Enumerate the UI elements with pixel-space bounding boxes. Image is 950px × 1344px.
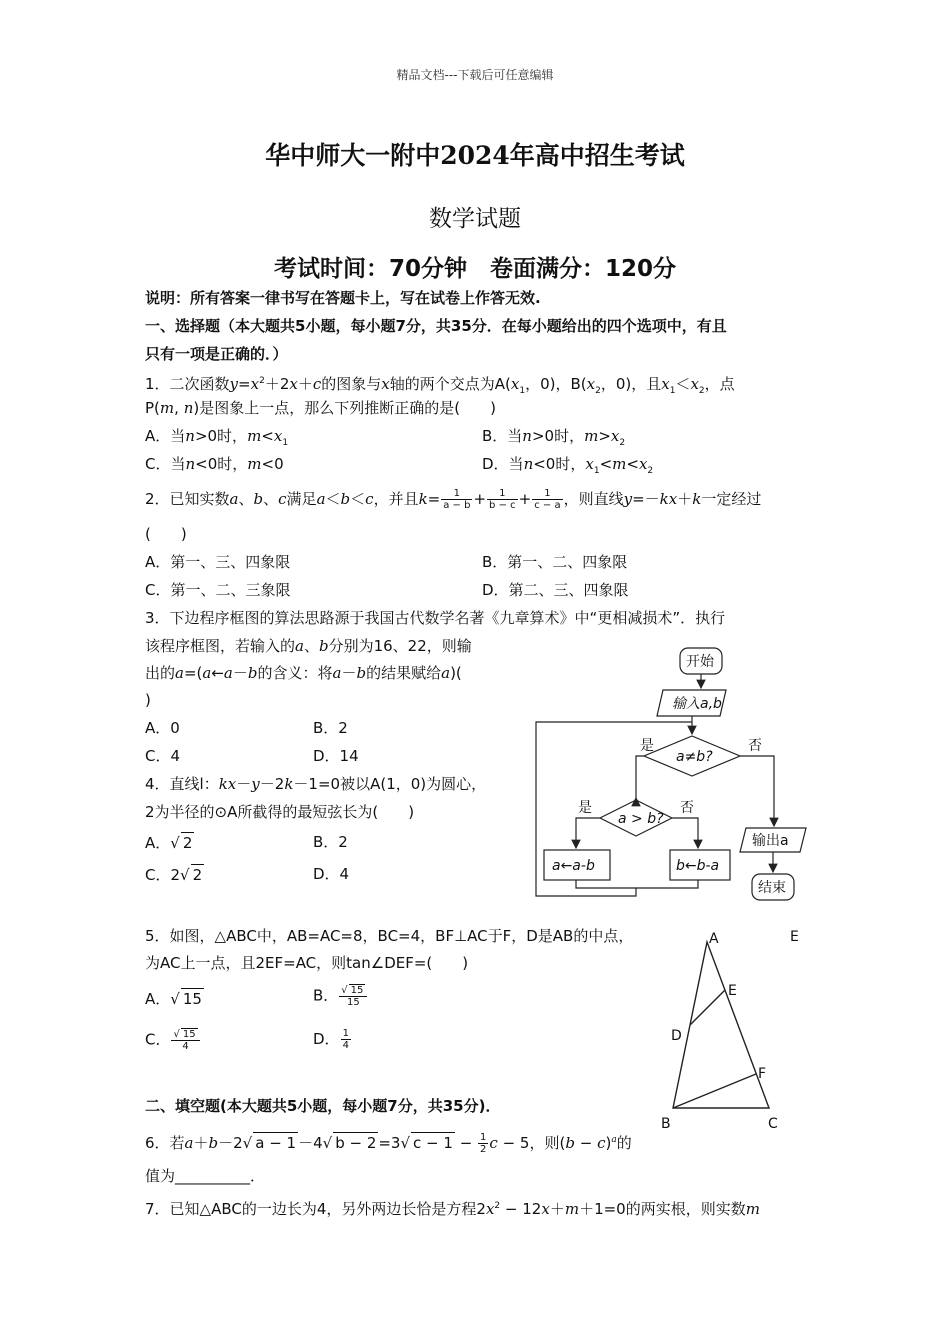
- flow-yes2-label: 是: [578, 800, 592, 816]
- q3-option-b: B．2: [313, 719, 348, 737]
- q3-line3: 出的a=(a←a－b的含义：将a－b的结果赋给a)(: [145, 664, 462, 682]
- q1-option-d: D．当n<0时，$x_1<m<x_2$: [482, 455, 654, 476]
- q2-option-c: C．第一、二、三象限: [145, 581, 291, 599]
- q1-line2: P(m, n)是图象上一点，那么下列推断正确的是( ): [145, 399, 496, 417]
- q3-line4: ): [145, 691, 151, 709]
- exam-note: 说明：所有答案一律书写在答题卡上，写在试卷上作答无效.: [145, 289, 541, 307]
- q5-option-d: D． $\frac{1}{4}$: [313, 1028, 349, 1051]
- label-d: D: [671, 1028, 682, 1044]
- q4-option-b: B．2: [313, 833, 348, 851]
- section2-heading: 二、填空题(本大题共5小题，每小题7分，共35分)．: [145, 1097, 501, 1115]
- flow-cond2-label: a > b?: [618, 811, 664, 827]
- q3-line2: 该程序框图，若输入的a、b分别为16、22，则输: [145, 637, 472, 655]
- q7-line1: 7．已知△ABC的一边长为4，另外两边长恰是方程$2x^2 - 12x+m+1=0$的两实根，则实数m: [145, 1200, 760, 1218]
- triangle-abc: [673, 942, 769, 1108]
- q1-option-b: B．当n>0时，$m>x_2$: [482, 427, 626, 448]
- flow-no1-label: 否: [748, 738, 762, 754]
- q5-option-c: C． $\frac{√ 15}{4}$: [145, 1028, 201, 1052]
- q3-option-a: A．0: [145, 719, 180, 737]
- segment-bf: [673, 1074, 756, 1108]
- q5-line2: 为AC上一点，且2EF=AC，则tan∠DEF=( ): [145, 954, 469, 972]
- triangle-figure: [655, 922, 815, 1137]
- flowchart-diagram: [530, 640, 820, 905]
- segment-de: [690, 990, 725, 1025]
- q3-line1: 3．下边程序框图的算法思路源于我国古代数学名著《九章算术》中“更相减损术”．执行: [145, 609, 726, 627]
- page-header: 精品文档---下载后可任意编辑: [396, 68, 554, 82]
- section1-heading-line1: 一、选择题（本大题共5小题，每小题7分，共35分．在每小题给出的四个选项中，有且: [145, 317, 727, 335]
- flow-output-label: 输出a: [752, 833, 789, 849]
- exam-subtitle: 数学试题: [429, 206, 521, 232]
- flow-no2-label: 否: [680, 800, 694, 816]
- flow-assign-b-label: b←b-a: [676, 858, 720, 874]
- section1-heading-line2: 只有一项是正确的．）: [145, 345, 288, 363]
- q4-option-c: C．2√ 2: [145, 866, 203, 884]
- flow-input-label: 输入a,b: [672, 696, 722, 712]
- label-e: E: [728, 983, 737, 999]
- flow-yes1-label: 是: [640, 738, 654, 754]
- flow-cond1-label: a≠b?: [676, 749, 713, 765]
- q4-option-d: D．4: [313, 865, 350, 883]
- q2-paren: ( ): [145, 525, 187, 543]
- flow-end-label: 结束: [758, 880, 786, 896]
- label-a: A: [709, 931, 719, 947]
- label-b: B: [661, 1116, 671, 1132]
- q4-line2: 2为半径的⊙A所截得的最短弦长为( ): [145, 803, 415, 821]
- flow-assign-a-label: a←a-b: [552, 858, 595, 874]
- label-e-stray: E: [790, 929, 799, 945]
- q5-option-b: B． $\frac{√ 15}{15}$: [313, 984, 368, 1008]
- q5-option-a: A．√ 15: [145, 990, 202, 1008]
- exam-title: 华中师大一附中2024年高中招生考试: [265, 141, 685, 170]
- q1-option-c: C．当n<0时，m<0: [145, 455, 284, 473]
- exam-info: 考试时间：70分钟 卷面满分：120分: [273, 256, 677, 282]
- q4-line1: 4．直线l：kx－y－2k－1=0被以A(1，0)为圆心，: [145, 775, 487, 793]
- q2-option-d: D．第二、三、四象限: [482, 581, 629, 599]
- label-c: C: [768, 1116, 778, 1132]
- flow-start-label: 开始: [686, 654, 714, 670]
- q2-option-b: B．第一、二、四象限: [482, 553, 628, 571]
- q6-line1: 6．若a＋b－2√ a − 1 －4√ b − 2 =3√ c − 1 − $\frac{1}{2}$ c − 5，则$(b - c)^a$的: [145, 1132, 632, 1155]
- q4-option-a: A．√ 2: [145, 834, 193, 852]
- q3-option-c: C．4: [145, 747, 181, 765]
- q2-option-a: A．第一、三、四象限: [145, 553, 291, 571]
- q1-line1: 1．二次函数$y=x^2+2x+c$的图象与x轴的两个交点为$A(x_1$，0)，$B(x_2$，0)，且$x_1<x_2$，点: [145, 375, 735, 396]
- label-f: F: [758, 1066, 767, 1082]
- q2-line1: 2．已知实数a、b、c满足a＜b＜c，并且k= $\frac{1}{a - b}$ + $\frac{1}{b - c}$ + $\frac{1}{c - a}$ ，则直线y=－kx＋k一定经过: [145, 488, 762, 511]
- q6-line2: 值为__________．: [145, 1167, 266, 1185]
- q5-line1: 5．如图，△ABC中，AB=AC=8，BC=4，BF⊥AC于F，D是AB的中点，: [145, 927, 634, 945]
- q3-option-d: D．14: [313, 747, 359, 765]
- q1-option-a: A．当n>0时，$m<x_1$: [145, 427, 289, 448]
